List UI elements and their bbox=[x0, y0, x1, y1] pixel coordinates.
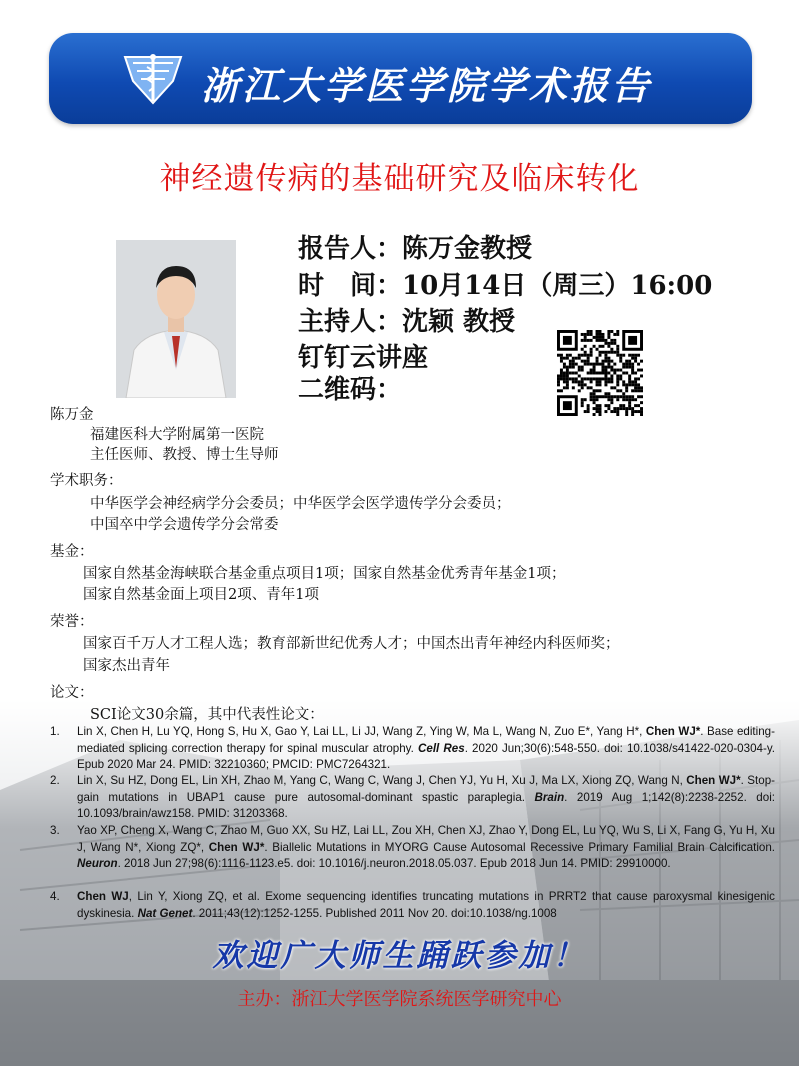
talk-title: 神经遗传病的基础研究及临床转化 bbox=[159, 161, 640, 197]
duties-heading: 学术职务： bbox=[50, 473, 123, 489]
reference-item bbox=[50, 773, 775, 823]
reference-segment: . Biallelic Mutations in MYORG Cause Autosomal Recessive Primary Familial Brain Calcification. bbox=[264, 840, 776, 854]
reference-segment: . 2019 Aug 1;142(8):2238-2252. doi: 10.1093/brain/awz158. PMID: 31203368. bbox=[77, 790, 776, 820]
honors-line: 国家杰出青年 bbox=[83, 658, 170, 674]
journal-name: Nat Genet bbox=[137, 906, 193, 920]
welcome-banner: 欢迎广大师生踊跃参加！ bbox=[212, 938, 587, 974]
author-highlight: Chen WJ* bbox=[208, 840, 265, 854]
author-highlight: Chen WJ* bbox=[686, 774, 741, 787]
reference-item bbox=[50, 889, 775, 922]
header-banner bbox=[49, 33, 752, 124]
speaker-affiliation: 福建医科大学附属第一医院 bbox=[90, 427, 264, 443]
papers-intro: SCI论文30余篇，其中代表性论文： bbox=[90, 707, 324, 723]
reference-segment: . 2018 Jun 27;98(6):1116-1123.e5. doi: 10.1016/j.neuron.2018.05.037. Epub 2018 Jun 14. PMID: 29910000. bbox=[117, 857, 671, 870]
reference-segment: , Lin Y, Xiong ZQ, et al. Exome sequencing identifies truncating mutations in PRRT2 that cause paroxysmal kinesigenic dyskinesia. bbox=[77, 890, 775, 920]
reference-segment: . Stop-gain mutations in UBAP1 cause pure autosomal-dominant spastic paraplegia. bbox=[77, 774, 776, 804]
author-highlight: Chen WJ* bbox=[645, 725, 701, 738]
reference-segment: . 2020 Jun;30(6):548-550. doi: 10.1038/s41422-020-0304-y. Epub 2020 Mar 24. PMID: 32210360; PMCID: PMC7264321. bbox=[77, 741, 775, 771]
reference-number: 4. bbox=[50, 890, 60, 903]
reference-number: 3. bbox=[50, 824, 60, 837]
qr-code[interactable] bbox=[557, 330, 643, 416]
honors-line: 国家百千万人才工程人选；教育部新世纪优秀人才；中国杰出青年神经内科医师奖； bbox=[83, 636, 620, 652]
reference-text bbox=[77, 773, 775, 823]
reference-number: 1. bbox=[50, 725, 60, 738]
duties-line: 中国卒中学会遗传学分会常委 bbox=[90, 517, 279, 533]
speaker-name: 陈万金 bbox=[50, 407, 94, 423]
duties-line: 中华医学会神经病学分会委员；中华医学会医学遗传学分会委员； bbox=[90, 496, 511, 512]
reference-item bbox=[50, 724, 775, 774]
speaker-photo bbox=[116, 240, 236, 398]
journal-name: Brain bbox=[534, 790, 565, 804]
funding-line: 国家自然基金海峡联合基金重点项目1项；国家自然基金优秀青年基金1项； bbox=[83, 566, 566, 582]
journal-name: Neuron bbox=[77, 857, 118, 870]
header-title: 浙江大学医学院学术报告 bbox=[201, 64, 653, 108]
reference-item bbox=[50, 823, 775, 873]
speaker-line: 报告人：陈万金教授 bbox=[298, 234, 533, 264]
qr-label: 二维码： bbox=[298, 375, 403, 405]
speaker-position: 主任医师、教授、博士生导师 bbox=[90, 447, 279, 463]
honors-heading: 荣誉： bbox=[50, 614, 94, 630]
reference-segment: Lin X, Su HZ, Dong EL, Lin XH, Zhao M, Yang C, Wang C, Wang J, Chen YJ, Yu H, Xu J, Ma LX, Xiong ZQ, Wang N, bbox=[77, 774, 687, 787]
reference-text bbox=[77, 823, 775, 873]
author-highlight: Chen WJ bbox=[77, 890, 129, 903]
reference-segment: Yao XP, Cheng X, Wang C, Zhao M, Guo XX, Su HZ, Lai LL, Zou XH, Chen XJ, Zhao Y, Dong EL, Lu YQ, Wu S, Li X, Fang G, Yu H, Xu J, Wang N*, Xiong ZQ*, bbox=[77, 824, 775, 854]
reference-text bbox=[77, 889, 775, 922]
papers-heading: 论文： bbox=[50, 685, 94, 701]
reference-number: 2. bbox=[50, 774, 60, 787]
organizer-line: 主办：浙江大学医学院系统医学研究中心 bbox=[237, 989, 562, 1010]
reference-segment: Lin X, Chen H, Lu YQ, Hong S, Hu X, Gao Y, Lai LL, Li JJ, Wang Z, Ying W, Ma L, Wang N, Zuo E*, Yang H*, bbox=[77, 725, 646, 738]
time-line: 时 间：10月14日（周三）16:00 bbox=[298, 271, 713, 301]
journal-name: Cell Res bbox=[418, 741, 465, 755]
caduceus-shield-icon bbox=[121, 51, 185, 107]
reference-segment: . 2011;43(12):1252-1255. Published 2011 Nov 20. doi:10.1038/ng.1008 bbox=[192, 906, 557, 920]
reference-segment: . Base editing-mediated splicing correction therapy for spinal muscular atrophy. bbox=[77, 725, 775, 755]
funding-heading: 基金： bbox=[50, 544, 94, 560]
venue-line: 钉钉云讲座 bbox=[298, 343, 429, 373]
host-line: 主持人：沈颖 教授 bbox=[298, 307, 516, 337]
reference-text bbox=[77, 724, 775, 774]
funding-line: 国家自然基金面上项目2项、青年1项 bbox=[83, 587, 319, 603]
